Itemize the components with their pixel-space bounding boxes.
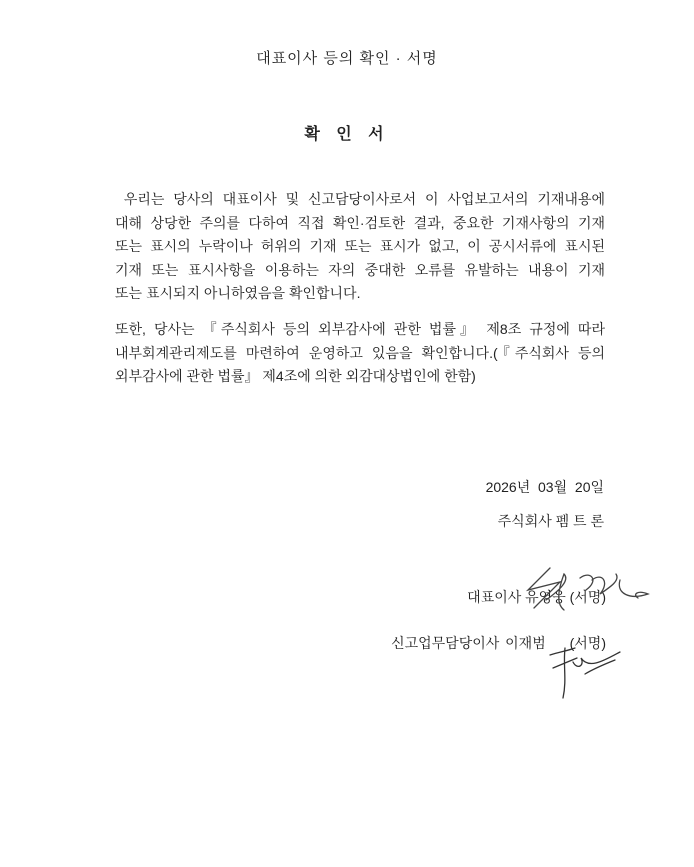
text-line: 기재 또는 표시사항을 이용하는 자의 중대한 오류를 유발하는 내용이 기재	[115, 261, 605, 278]
text-line: 대해 상당한 주의를 다하여 직접 확인·검토한 결과, 중요한 기재사항의 기재	[115, 214, 605, 231]
text-line: 또는 표시되지 아니하였음을 확인합니다.	[115, 285, 361, 301]
signatory-title: 대표이사 유영웅	[467, 589, 566, 605]
text-line: 또한, 당사는 『주식회사 등의 외부감사에 관한 법률』 제8조 규정에 따라	[115, 321, 605, 337]
text-line: 우리는 당사의 대표이사 및 신고담당이사로서 이 사업보고서의 기재내용에	[115, 191, 605, 207]
text-line: 외부감사에 관한 법률』 제4조에 의한 외감대상법인에 한함)	[115, 368, 476, 384]
document-heading: 확 인 서	[304, 126, 390, 143]
sign-label: (서명)	[569, 589, 606, 605]
signatory-ceo	[467, 587, 606, 607]
paragraph-internal-control	[115, 318, 605, 389]
company-name: 주식회사 펨 트 론	[497, 513, 604, 529]
document-title: 대표이사 등의 확인 · 서명	[256, 50, 438, 67]
paragraph-confirmation	[115, 188, 605, 306]
signatory-disclosure-officer	[391, 633, 606, 653]
signatory-title: 신고업무담당이사 이재범	[391, 635, 546, 651]
document-date: 2026년 03월 20일	[485, 479, 604, 495]
sign-label: (서명)	[569, 635, 606, 651]
text-line: 또는 표시의 누락이나 허위의 기재 또는 표시가 없고, 이 공시서류에 표시된	[115, 238, 605, 254]
text-line: 내부회계관리제도를 마련하여 운영하고 있음을 확인합니다.(『주식회사 등의	[115, 344, 605, 361]
